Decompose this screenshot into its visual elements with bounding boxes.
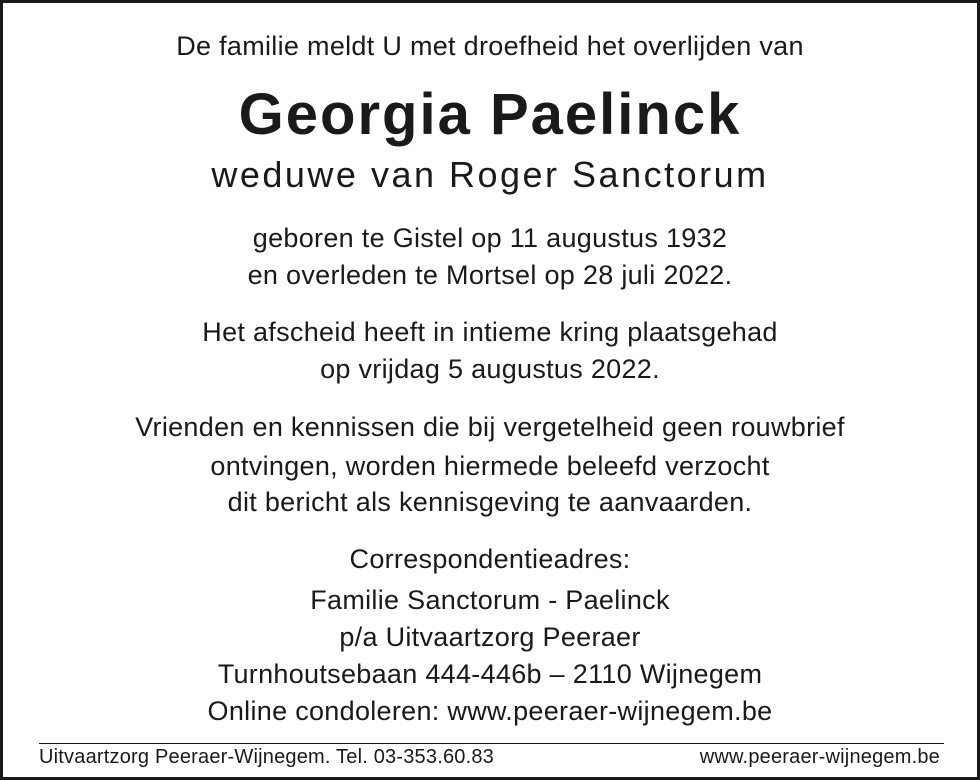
death-text: en overleden te Mortsel op 28 juli 2022. <box>247 260 733 290</box>
friends-line-2: ontvingen, worden hiermede beleefd verzocht <box>210 451 770 481</box>
deceased-name: Georgia Paelinck <box>238 82 742 147</box>
farewell-line-2: op vrijdag 5 augustus 2022. <box>320 354 660 384</box>
correspondence-label: Correspondentieadres: <box>349 544 631 574</box>
friends-line-1: Vrienden en kennissen die bij vergetelheid geen rouwbrief <box>135 412 845 442</box>
address-line: Turnhoutsebaan 444-446b – 2110 Wijnegem <box>217 659 763 689</box>
condolences-line: Online condoleren: www.peeraer-wijnegem.be <box>207 696 773 726</box>
care-of-line: p/a Uitvaartzorg Peeraer <box>339 622 641 652</box>
farewell-line-1: Het afscheid heeft in intieme kring plaatsgehad <box>202 317 778 347</box>
intro-text: De familie meldt U met droefheid het overlijden van <box>176 31 804 61</box>
widow-of-text: weduwe van Roger Sanctorum <box>211 154 769 195</box>
birth-text: geboren te Gistel op 11 augustus 1932 <box>252 223 728 253</box>
family-name-line: Familie Sanctorum - Paelinck <box>310 585 670 615</box>
friends-line-3: dit bericht als kennisgeving te aanvaarden. <box>227 487 753 517</box>
footer-website: www.peeraer-wijnegem.be <box>699 746 940 768</box>
footer-contact: Uitvaartzorg Peeraer-Wijnegem. Tel. 03-353.60.83 <box>39 746 495 768</box>
